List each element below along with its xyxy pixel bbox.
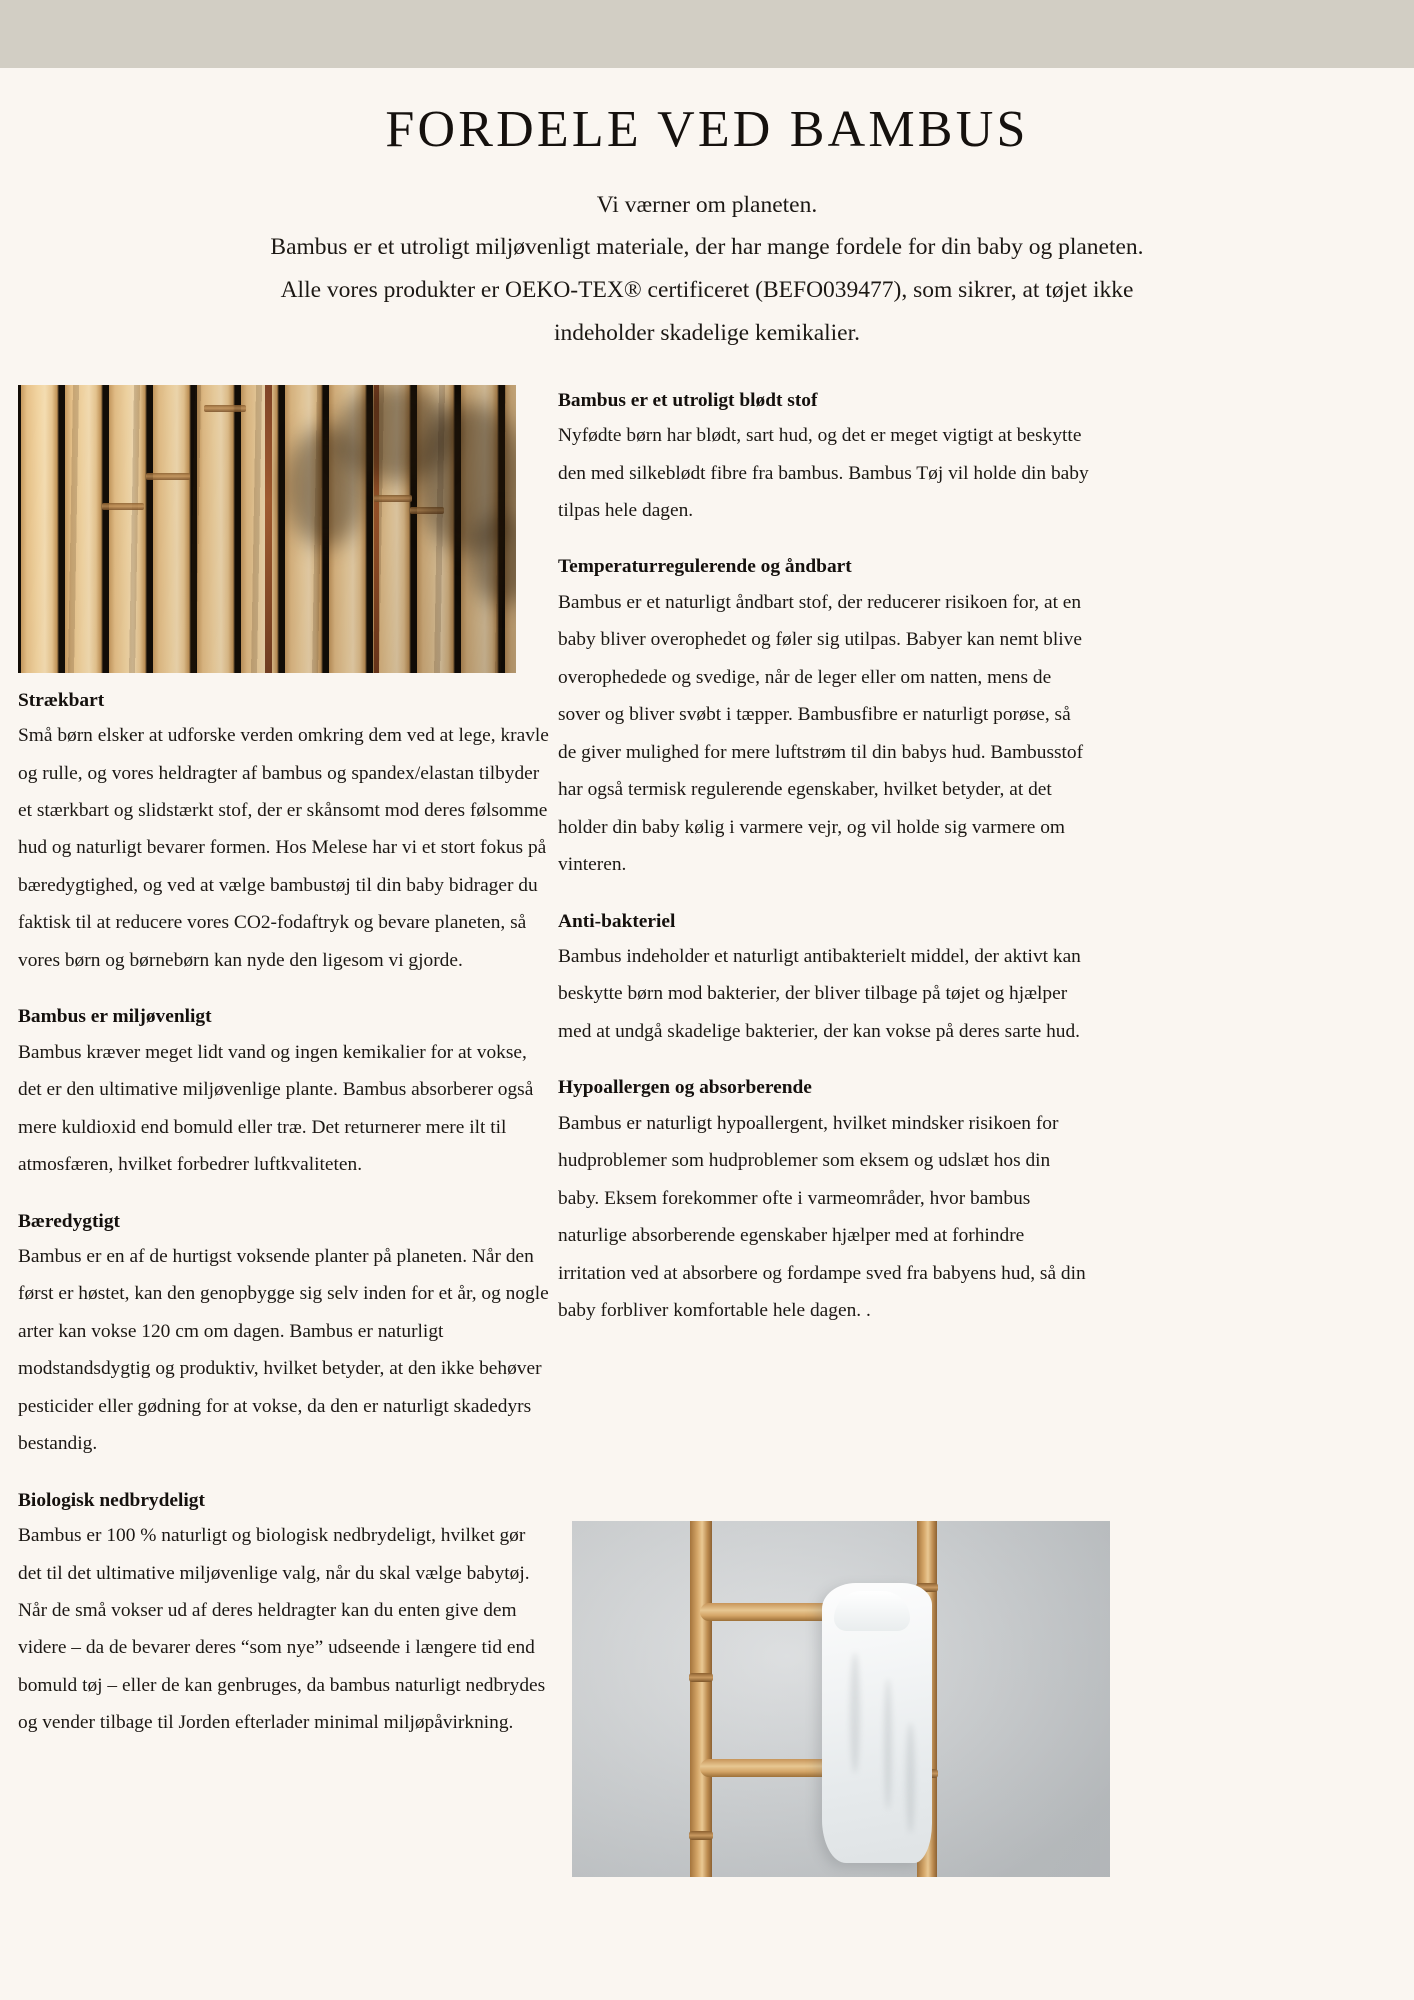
bamboo-node: [689, 1673, 713, 1682]
cloth-fold: [850, 1653, 860, 1773]
cloth-fold: [884, 1679, 892, 1809]
section-heading: Anti-bakteriel: [558, 910, 676, 932]
page-title: FORDELE VED BAMBUS: [385, 101, 1029, 158]
section-heading: Bambus er miljøvenligt: [18, 1006, 212, 1028]
document-page: [0, 68, 1414, 2000]
section-body: Bambus kræver meget lidt vand og ingen kemikalier for at vokse, det er den ultimative miljøvenlige plante. Bambus absorberer også mere kuldioxid end bomuld eller træ. Det returnerer mere ilt til atmosfæren, hvilket forbedrer luftkvaliteten.: [18, 1041, 534, 1176]
right-column: [558, 385, 1089, 1330]
section-straekbart: [18, 685, 549, 980]
ladder-rail-left: [690, 1521, 712, 1877]
white-swaddle-cloth: [822, 1583, 932, 1863]
section-hypoallergen: [558, 1072, 1089, 1329]
section-body: Bambus er et naturligt åndbart stof, der reducerer risikoen for, at en baby bliver overophedet og føler sig utilpas. Babyer kan nemt blive overophedede og svedige, når de leger eller om natten, mens de sover og bliver svøbt i tæpper. Bambusfibre er naturligt porøse, så de giver mulighed for mere luftstrøm til din babys hud. Bambusstof har også termisk regulerende egenskaber, hvilket betyder, at det holder din baby kølig i varmere vejr, og vil holde sig varmere om vinteren.: [558, 591, 1084, 876]
left-column: [18, 385, 549, 1742]
intro-line-1: Vi værner om planeten.: [596, 191, 818, 218]
bamboo-ladder-image: [572, 1521, 1110, 1877]
section-body: Nyfødte børn har blødt, sart hud, og det er meget vigtigt at beskytte den med silkeblødt fibre fra bambus. Bambus Tøj vil holde din baby tilpas hele dagen.: [558, 425, 1089, 521]
section-temperaturregulerende: [558, 551, 1089, 883]
intro-line-4: indeholder skadelige kemikalier.: [553, 319, 861, 346]
section-body: Bambus indeholder et naturligt antibakterielt middel, der aktivt kan beskytte børn mod bakterier, der bliver tilbage på tøjet og hjælper med at undgå skadelige bakterier, der kan vokse på deres sarte hud.: [558, 945, 1081, 1042]
intro-line-2: Bambus er et utroligt miljøvenligt materiale, der har mange fordele for din baby og planeten.: [270, 234, 1144, 261]
section-body: Bambus er naturligt hypoallergent, hvilket mindsker risikoen for hudproblemer som hudproblemer som eksem og udslæt hos din baby. Eksem forekommer ofte i varmeområder, hvor bambus naturlige absorberende egenskaber hjælper med at forhindre irritation ved at absorbere og fordampe sved fra babyens hud, så din baby forbliver komfortable hele dagen. .: [558, 1112, 1086, 1322]
section-heading: Hypoallergen og absorberende: [558, 1077, 812, 1099]
section-anti-bakteriel: [558, 906, 1089, 1051]
section-heading: Bambus er et utroligt blødt stof: [558, 389, 818, 411]
top-banner: [0, 0, 1414, 68]
bamboo-warm-tone: [18, 385, 516, 673]
section-heading: Strækbart: [18, 689, 105, 711]
section-heading: Biologisk nedbrydeligt: [18, 1489, 205, 1511]
section-heading: Bæredygtigt: [18, 1210, 120, 1232]
section-body: Bambus er 100 % naturligt og biologisk nedbrydeligt, hvilket gør det til det ultimative miljøvenlige valg, når du skal vælge babytøj. Når de små vokser ud af deres heldragter kan du enten give dem videre – da de bevarer deres “som nye” udseende i længere tid end bomuld tøj – eller de kan genbruges, da bambus naturligt nedbrydes og vender tilbage til Jorden efterlader minimal miljøpåvirkning.: [18, 1525, 546, 1734]
section-miljoevenligt: [18, 1001, 549, 1183]
section-body: Små børn elsker at udforske verden omkring dem ved at lege, kravle og rulle, og vores heldragter af bambus og spandex/elastan tilbyder et stærkbart og slidstærkt stof, der er skånsomt mod deres følsomme hud og naturligt bevarer formen. Hos Melese har vi et stort fokus på bæredygtighed, og ved at vælge bambustøj til din baby bidrager du faktisk til at reducere vores CO2-fodaftryk og bevare planeten, så vores børn og børnebørn kan nyde den ligesom vi gjorde.: [18, 725, 549, 971]
section-body: Bambus er en af de hurtigst voksende planter på planeten. Når den først er høstet, kan den genopbygge sig selv inden for et år, og nogle arter kan vokse 120 cm om dagen. Bambus er naturligt modstandsdygtig og produktiv, hvilket betyder, at den ikke behøver pesticider eller gødning for at vokse, da den er naturligt skadedyrs bestandig.: [18, 1245, 549, 1455]
intro-paragraph: [57, 184, 1357, 355]
cloth-fold: [906, 1723, 915, 1833]
section-baeredygtigt: [18, 1206, 549, 1463]
bamboo-node: [689, 1831, 713, 1840]
section-bloedt-stof: [558, 385, 1089, 530]
intro-line-3: Alle vores produkter er OEKO-TEX® certificeret (BEFO039477), som sikrer, at tøjet ikke: [280, 277, 1134, 304]
bamboo-canes-image: [18, 385, 516, 673]
section-heading: Temperaturregulerende og åndbart: [558, 556, 852, 578]
section-biologisk-nedbrydeligt: [18, 1485, 549, 1742]
